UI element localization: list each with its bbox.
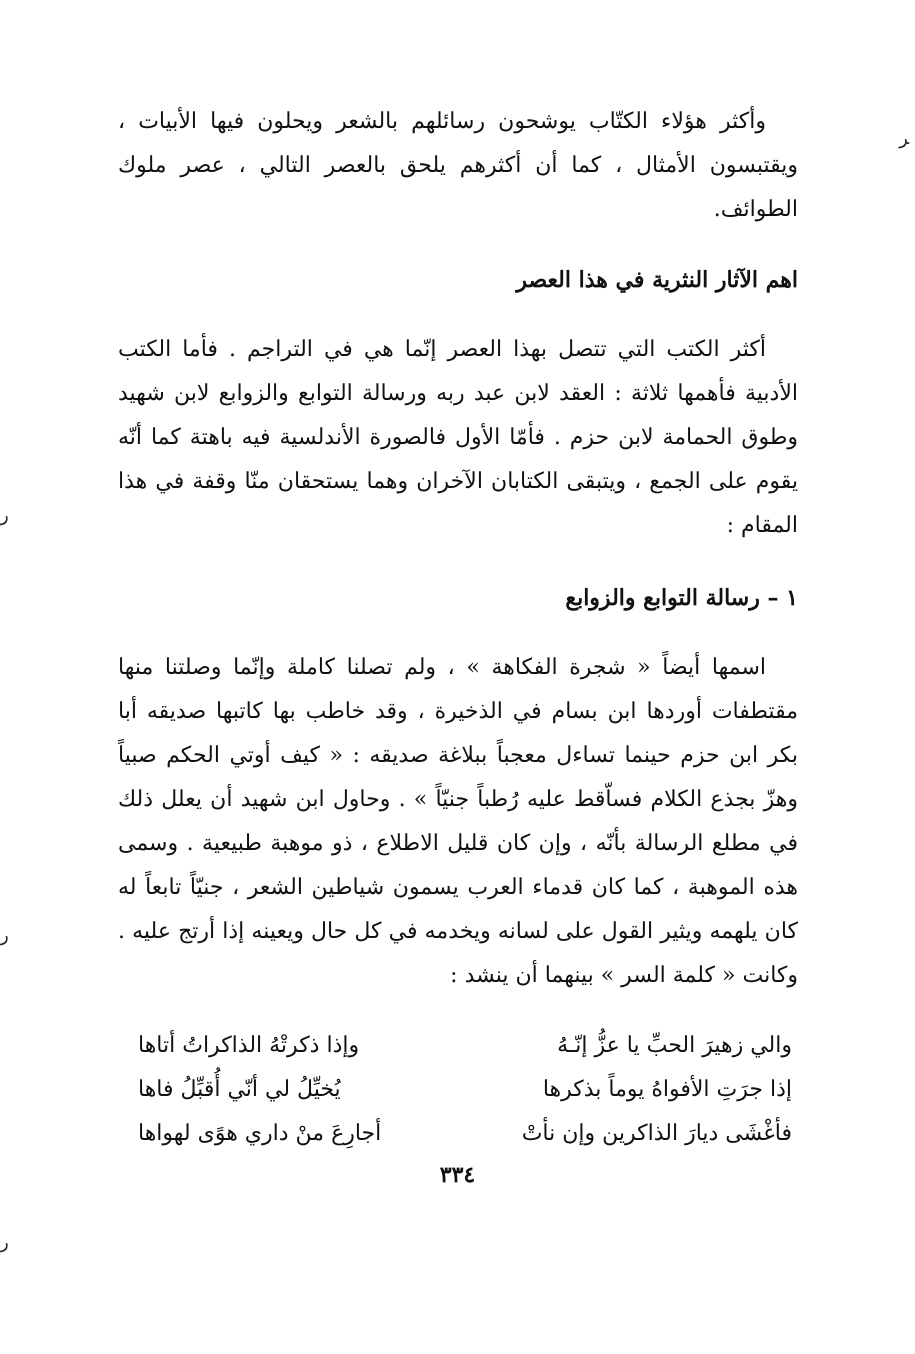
margin-mark: ﺭ (0, 505, 9, 526)
verse-first-hemistich: والي زهيرَ الحبِّ يا عزُّ إنّـهُ (557, 1033, 792, 1058)
intro-paragraph: وأكثر هؤلاء الكتّاب يوشحون رسائلهم بالشعر ويحلون فيها الأبيات ، ويقتبسون الأمثال ، كما أن أكثرهم يلحق بالعصر التالي ، عصر ملوك الطوائف. (118, 109, 798, 222)
paragraph: أكثر الكتب التي تتصل بهذا العصر إنّما هي في التراجم . فأما الكتب الأدبية فأهمها ثلاثة : العقد لابن عبد ربه ورسالة التوابع والزوابع لابن شهيد وطوق الحمامة لابن حزم . فأمّا الأول فالصورة الأندلسية فيه باهتة كما أنّه يقوم على الجمع ، ويتبقى الكتابان الآخران وهما يستحقان منّا وقفة في هذا المقام : (118, 337, 798, 538)
page-body (118, 100, 798, 1156)
subsection-heading: ١ – رسالة التوابع والزوابع (565, 585, 798, 611)
verse-second-hemistich: يُخيِّلُ لي أنّي أُقبِّلُ فاها (138, 1077, 341, 1102)
poem (118, 1024, 798, 1156)
margin-mark: ﺭ (0, 925, 9, 946)
page-number: ٣٣٤ (439, 1162, 476, 1188)
verse-first-hemistich: فأغْشَى ديارَ الذاكرين وإن نأتْ (521, 1121, 792, 1146)
section-heading: اهم الآثار النثرية في هذا العصر (516, 267, 798, 293)
paragraph: اسمها أيضاً « شجرة الفكاهة » ، ولم تصلنا كاملة وإنّما وصلتنا منها مقتطفات أوردها ابن بسام في الذخيرة ، وقد خاطب بها كاتبها صديقه أبا بكر ابن حزم حينما تساءل معجباً ببلاغة صديقه : « كيف أوتي الحكم صبياً وهزّ بجذع الكلام فساّقط عليه رُطباً جنيّاً » . وحاول ابن شهيد أن يعلل ذلك في مطلع الرسالة بأنّه ، وإن كان قليل الاطلاع ، ذو موهبة طبيعية . وسمى هذه الموهبة ، كما كان قدماء العرب يسمون شياطين الشعر ، جنيّاً تابعاً له كان يلهمه ويثير القول على لسانه ويخدمه في كل حال ويعينه إذا أرتج عليه . وكانت « كلمة السر » بينهما أن ينشد : (118, 655, 798, 988)
poem-verse (118, 1024, 798, 1068)
verse-second-hemistich: أجارِعَ منْ داري هوًى لهواها (138, 1121, 382, 1146)
margin-mark: ﺭ (0, 1232, 9, 1253)
margin-mark: ﺮ (899, 128, 909, 149)
verse-first-hemistich: إذا جرَتِ الأفواهُ يوماً بذكرها (542, 1077, 792, 1102)
verse-second-hemistich: وإذا ذكرتْهُ الذاكراتُ أتاها (138, 1033, 360, 1058)
poem-verse (118, 1068, 798, 1112)
poem-verse (118, 1112, 798, 1156)
